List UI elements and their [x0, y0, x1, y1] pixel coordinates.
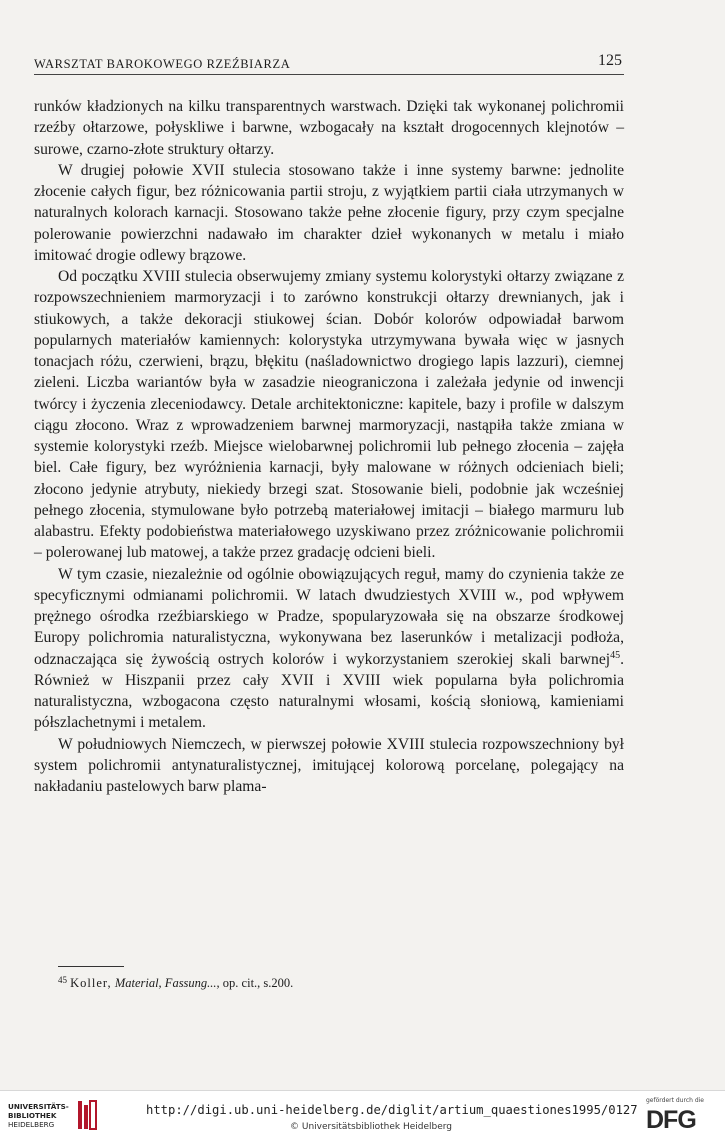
ub-logo-icon	[76, 1099, 98, 1131]
footnote-rule	[58, 966, 124, 967]
footnote-author: Koller,	[70, 976, 112, 990]
paragraph-4-text-cont: . Również w Hiszpanii przez cały XVII i XVIII wiek popularna była polichromia naturalistyczna, wzbogacona często naturalnymi włosami, kością słoniową, kamieniami półszlachetnymi i metalem.	[34, 650, 624, 732]
running-header	[34, 52, 624, 75]
dfg-note: gefördert durch die	[646, 1097, 704, 1104]
paragraph-2: W drugiej połowie XVII stulecia stosowano także i inne systemy barwne: jednolite złocenie całych figur, bez różnicowania partii stroju, z wyjątkiem partii ciała utrzymanych w naturalnych kolorach karnacji. Stosowano także pełne złocenie figury, przy czym specjalne polerowanie powierzchni nadawało im charakter dzieł wykonanych w metalu i miało imitować drogie odlewy brązowe.	[34, 161, 624, 264]
paragraph-1: runków kładzionych na kilku transparentnych warstwach. Dzięki tak wykonanej polichromii rzeźby ołtarzowe, połyskliwe i barwne, wzbogacały na kształt drogocennych klejnotów – surowe, czarno-złote struktury ołtarzy.	[34, 98, 624, 158]
paragraph-3: Od początku XVIII stulecia obserwujemy zmiany systemu kolorystyki ołtarzy związane z rozpowszechnieniem marmoryzacji i to zarówno konstrukcji ołtarzy drewnianych, jak i stiukowych, a także dekoracji stiukowej ścian. Dobór kolorów odpowiadał barwom popularnych materiałów kamiennych: kolorystyka utrzymywana bywała więc w jasnych tonacjach różu, czerwieni, brązu, błękitu (naśladownictwo drogiego lapis lazzuri), ciemnej zieleni. Liczba wariantów była w zasadzie nieograniczona i zależała jedynie od inwencji twórcy i życzenia zleceniodawcy. Detale architektoniczne: kapitele, bazy i profile w dalszym ciągu złocono. Wraz z wprowadzeniem barwnej marmoryzacji, nastąpiła także zmiana w systemie kolorystyki rzeźb. Miejsce wielobarwnej polichromii lub pełnego złocenia – zajęła biel. Całe figury, bez wyróżnienia karnacji, były malowane w różnych odcieniach bieli; złocono jedynie atrybuty, niekiedy brzegi szat. Stosowanie bieli, podobnie jak wcześniej pełnego złocenia, stymulowane było potrzebą materiałowej imitacji – białego marmuru lub alabastru. Efekty podobieństwa materiałowego uzyskiwano przez zróżnicowanie polichromii – polerowanej lub matowej, a także przez gradację odcieni bieli.	[34, 268, 624, 562]
footnote-reference[interactable]: 45	[610, 649, 621, 661]
footnote	[58, 975, 618, 991]
running-title: WARSZTAT BAROKOWEGO RZEŹBIARZA	[34, 57, 291, 71]
paragraph-4-text: W tym czasie, niezależnie od ogólnie obowiązujących reguł, mamy do czynienia także ze specyficznymi odmianami polichromii. W latach dwudziestych XVIII w., pod wpływem prężnego ośrodka rzeźbiarskiego w Pradze, spopularyzowała się na obszarze środkowej Europy polichromia naturalistyczna, wykonywana bez laserunków i metalizacji podłoża, odznaczająca się żywością ostrych kolorów i wykorzystaniem szerokiej skali barwnej	[34, 565, 624, 668]
permalink-url[interactable]: http://digi.ub.uni-heidelberg.de/diglit/artium_quaestiones1995/0127	[146, 1103, 638, 1117]
logo-line-3: HEIDELBERG	[8, 1120, 55, 1129]
logo-line-1: UNIVERSITÄTS-	[8, 1102, 69, 1111]
footnote-title: Material, Fassung...,	[114, 976, 220, 990]
page-number: 125	[598, 52, 622, 69]
paragraph-5: W południowych Niemczech, w pierwszej połowie XVIII stulecia rozpowszechniony był system polichromii antynaturalistycznej, imitującej kolorową porcelanę, polegający na nakładaniu pastelowych barw plama-	[34, 735, 624, 795]
dfg-funding-logo[interactable]	[646, 1097, 720, 1139]
dfg-logo-text: DFG	[646, 1106, 696, 1134]
footnote-rest: op. cit., s.200.	[222, 976, 294, 990]
footnote-number: 45	[58, 975, 67, 985]
viewer-footer	[0, 1090, 725, 1143]
copyright-text: © Universitätsbibliothek Heidelberg	[290, 1122, 453, 1132]
logo-line-2: BIBLIOTHEK	[8, 1111, 57, 1120]
paragraph-4	[34, 564, 624, 734]
body-text	[34, 96, 624, 797]
